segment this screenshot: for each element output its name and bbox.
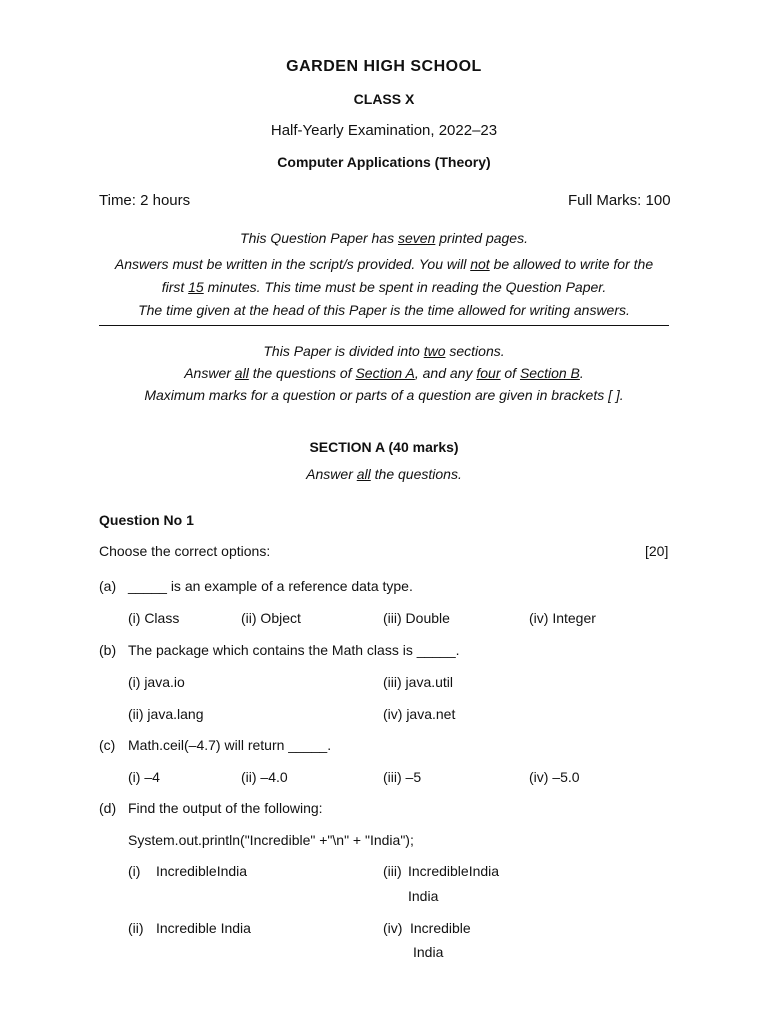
part-a-option: (iv) Integer xyxy=(529,610,596,626)
paper-answer-info: Answer all the questions of Section A, and any four of Section B. xyxy=(184,365,584,381)
instruction-pages: This Question Paper has seven printed pages. xyxy=(240,230,528,246)
part-b-option: (ii) java.lang xyxy=(128,706,204,722)
instruction-reading-time: first 15 minutes. This time must be spent in reading the Question Paper. xyxy=(161,279,607,295)
divider-line xyxy=(99,325,669,326)
school-name: GARDEN HIGH SCHOOL xyxy=(286,58,482,75)
part-a-label: (a) xyxy=(99,578,117,594)
section-a-title: SECTION A (40 marks) xyxy=(309,439,459,455)
part-a-option: (iii) Double xyxy=(383,610,450,626)
part-d-option-text: India xyxy=(408,888,439,904)
paper-marks-info: Maximum marks for a question or parts of a question are given in brackets [ ]. xyxy=(144,387,624,403)
part-b-label: (b) xyxy=(99,642,117,658)
part-d-code: System.out.println("Incredible" +"\n" + "India"); xyxy=(128,832,414,848)
part-d-label: (d) xyxy=(99,800,117,816)
part-c-option: (iv) –5.0 xyxy=(529,769,580,785)
paper-sections-info: This Paper is divided into two sections. xyxy=(263,343,505,359)
part-d-option-text: IncredibleIndia xyxy=(408,863,500,879)
part-d-option-text: Incredible India xyxy=(156,920,251,936)
part-d-text: Find the output of the following: xyxy=(128,800,323,816)
question-marks: [20] xyxy=(645,543,669,559)
part-b-text: The package which contains the Math class is _____. xyxy=(128,642,460,658)
full-marks: Full Marks: 100 xyxy=(568,192,671,209)
exam-title: Half-Yearly Examination, 2022–23 xyxy=(270,122,498,139)
section-a-subtitle: Answer all the questions. xyxy=(306,466,462,482)
part-a-option: (i) Class xyxy=(128,610,180,626)
part-d-option-text: Incredible xyxy=(410,920,471,936)
part-d-option-num: (iii) xyxy=(383,863,402,879)
question-instruction: Choose the correct options: xyxy=(99,543,271,559)
instruction-answers: Answers must be written in the script/s provided. You will not be allowed to write for the xyxy=(114,256,654,272)
part-b-option: (iii) java.util xyxy=(383,674,454,690)
part-c-option: (i) –4 xyxy=(128,769,160,785)
part-c-option: (ii) –4.0 xyxy=(241,769,288,785)
part-d-option-num: (i) xyxy=(128,863,141,879)
question-heading: Question No 1 xyxy=(99,512,194,528)
part-c-label: (c) xyxy=(99,737,116,753)
part-b-option: (i) java.io xyxy=(128,674,185,690)
instruction-time-given: The time given at the head of this Paper is the time allowed for writing answers. xyxy=(138,302,630,318)
part-d-option-num: (iv) xyxy=(383,920,403,936)
part-d-option-text: IncredibleIndia xyxy=(156,863,248,879)
class-title: CLASS X xyxy=(353,91,415,107)
part-b-option: (iv) java.net xyxy=(383,706,456,722)
part-c-text: Math.ceil(–4.7) will return _____. xyxy=(128,737,332,753)
part-a-text: _____ is an example of a reference data type. xyxy=(128,578,413,594)
time-allowed: Time: 2 hours xyxy=(99,192,191,209)
part-d-option-num: (ii) xyxy=(128,920,144,936)
part-d-option-text: India xyxy=(413,944,444,960)
part-a-option: (ii) Object xyxy=(241,610,301,626)
subject-title: Computer Applications (Theory) xyxy=(277,154,491,170)
part-c-option: (iii) –5 xyxy=(383,769,422,785)
